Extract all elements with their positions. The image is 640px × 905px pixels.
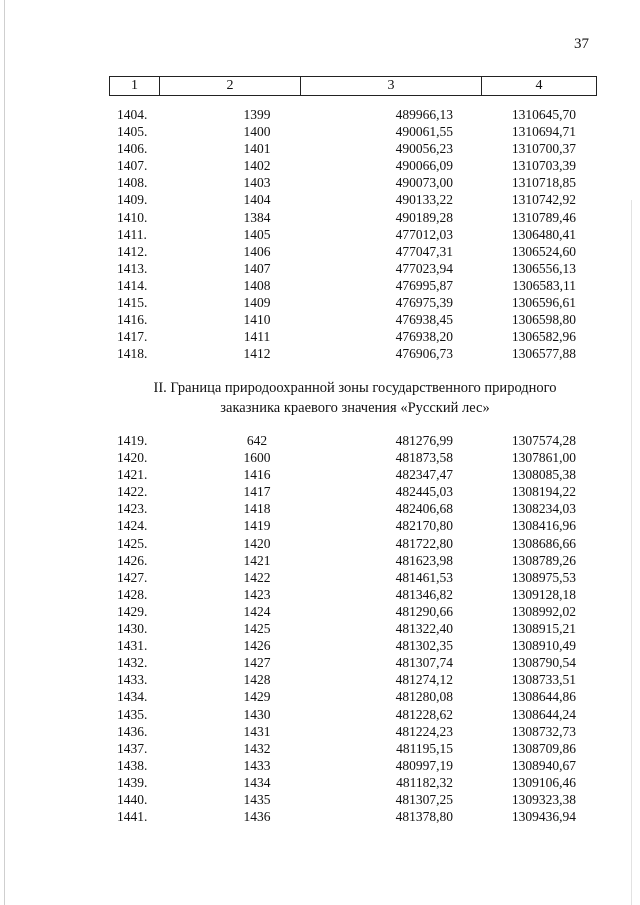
reference-number: 1407 [243, 260, 271, 276]
page-number: 37 [574, 36, 589, 52]
reference-number: 1401 [243, 141, 271, 157]
y-coordinate: 1308975,53 [511, 569, 576, 585]
y-coordinate: 1306524,60 [511, 243, 576, 259]
y-coordinate: 1310694,71 [511, 124, 576, 140]
x-coordinate: 481280,08 [395, 689, 453, 705]
reference-number: 1423 [243, 586, 271, 602]
x-coordinate: 482170,80 [395, 518, 453, 534]
point-number: 1406. [117, 141, 148, 157]
x-coordinate: 482445,03 [395, 484, 453, 500]
point-number: 1439. [117, 774, 148, 790]
section-2-heading-line-1: II. Граница природоохранной зоны государственного природного [153, 380, 557, 396]
reference-number: 1399 [243, 107, 271, 122]
point-number: 1422. [117, 484, 148, 500]
x-coordinate: 481228,62 [395, 706, 453, 722]
point-number: 1437. [117, 740, 148, 756]
x-coordinate: 481623,98 [395, 552, 453, 568]
reference-number: 1408 [243, 277, 271, 293]
point-number: 1427. [117, 569, 148, 585]
table-row [0, 757, 640, 774]
reference-number: 642 [246, 433, 268, 448]
section-2-heading-line-2: заказника краевого значения «Русский лес» [220, 400, 490, 416]
point-number: 1419. [117, 433, 148, 448]
reference-number: 1426 [243, 638, 271, 654]
point-number: 1414. [117, 277, 148, 293]
reference-number: 1420 [243, 535, 271, 551]
table-row [0, 808, 640, 825]
table-row [0, 706, 640, 723]
x-coordinate: 481307,74 [395, 655, 453, 671]
y-coordinate: 1308915,21 [511, 621, 576, 637]
y-coordinate: 1306598,80 [511, 312, 576, 328]
reference-number: 1404 [243, 192, 271, 208]
point-number: 1430. [117, 621, 148, 637]
table-row [0, 723, 640, 740]
reference-number: 1384 [243, 209, 271, 225]
reference-number: 1421 [243, 552, 271, 568]
reference-number: 1600 [243, 450, 271, 466]
y-coordinate: 1309323,38 [511, 791, 576, 807]
point-number: 1421. [117, 467, 148, 483]
point-number: 1416. [117, 312, 148, 328]
reference-number: 1417 [243, 484, 271, 500]
x-coordinate: 481276,99 [395, 433, 453, 448]
point-number: 1425. [117, 535, 148, 551]
reference-number: 1429 [243, 689, 271, 705]
reference-number: 1425 [243, 621, 271, 637]
x-coordinate: 477023,94 [395, 260, 453, 276]
x-coordinate: 481182,32 [396, 774, 453, 790]
x-coordinate: 481274,12 [395, 672, 453, 688]
reference-number: 1412 [243, 346, 271, 362]
table-row [0, 603, 640, 620]
table-row [0, 294, 640, 311]
y-coordinate: 1308686,66 [511, 535, 576, 551]
y-coordinate: 1310742,92 [511, 192, 576, 208]
column-header-1: 1 [110, 77, 160, 95]
reference-number: 1432 [243, 740, 271, 756]
table-row [0, 243, 640, 260]
reference-number: 1422 [243, 569, 271, 585]
point-number: 1435. [117, 706, 148, 722]
x-coordinate: 482347,47 [395, 467, 453, 483]
x-coordinate: 481322,40 [395, 621, 453, 637]
point-number: 1405. [117, 124, 148, 140]
table-row [0, 345, 640, 362]
x-coordinate: 489966,13 [395, 107, 453, 122]
y-coordinate: 1306582,96 [511, 329, 576, 345]
reference-number: 1403 [243, 175, 271, 191]
reference-number: 1410 [243, 312, 271, 328]
x-coordinate: 476938,45 [395, 312, 453, 328]
point-number: 1417. [117, 329, 148, 345]
y-coordinate: 1308992,02 [511, 603, 576, 619]
point-number: 1404. [117, 107, 148, 122]
table-row [0, 586, 640, 603]
table-row [0, 483, 640, 500]
point-number: 1409. [117, 192, 148, 208]
table-row [0, 535, 640, 552]
x-coordinate: 476906,73 [395, 346, 453, 362]
x-coordinate: 481302,35 [395, 638, 453, 654]
point-number: 1420. [117, 450, 148, 466]
y-coordinate: 1306556,13 [511, 260, 576, 276]
x-coordinate: 490189,28 [395, 209, 453, 225]
reference-number: 1431 [243, 723, 271, 739]
point-number: 1438. [117, 757, 148, 773]
table-row [0, 654, 640, 671]
column-header-4: 4 [535, 78, 543, 93]
table-row [0, 260, 640, 277]
reference-number: 1402 [243, 158, 271, 174]
x-coordinate: 490073,00 [395, 175, 453, 191]
reference-number: 1424 [243, 603, 271, 619]
y-coordinate: 1309436,94 [511, 809, 576, 825]
point-number: 1418. [117, 346, 148, 362]
table-row [0, 311, 640, 328]
section-1-table-body [0, 106, 640, 362]
column-header-2: 2 [160, 77, 301, 95]
x-coordinate: 490133,22 [395, 192, 453, 208]
table-row [0, 688, 640, 705]
y-coordinate: 1308789,26 [511, 552, 576, 568]
table-row [0, 432, 640, 449]
point-number: 1433. [117, 672, 148, 688]
x-coordinate: 477047,31 [395, 243, 453, 259]
x-coordinate: 481346,82 [395, 586, 453, 602]
y-coordinate: 1310645,70 [511, 107, 576, 122]
x-coordinate: 481461,53 [395, 569, 453, 585]
y-coordinate: 1308644,24 [511, 706, 576, 722]
table-row [0, 637, 640, 654]
reference-number: 1411 [243, 329, 271, 345]
reference-number: 1427 [243, 655, 271, 671]
y-coordinate: 1307574,28 [511, 433, 576, 448]
table-row [0, 774, 640, 791]
table-header [109, 76, 597, 96]
y-coordinate: 1308416,96 [511, 518, 576, 534]
point-number: 1424. [117, 518, 148, 534]
x-coordinate: 476975,39 [395, 295, 453, 311]
x-coordinate: 476995,87 [395, 277, 453, 293]
x-coordinate: 481224,23 [395, 723, 453, 739]
reference-number: 1435 [243, 791, 271, 807]
table-row [0, 174, 640, 191]
y-coordinate: 1308910,49 [511, 638, 576, 654]
point-number: 1426. [117, 552, 148, 568]
x-coordinate: 481378,80 [395, 809, 453, 825]
x-coordinate: 481290,66 [395, 603, 453, 619]
x-coordinate: 481722,80 [395, 535, 453, 551]
table-row [0, 620, 640, 637]
table-row [0, 740, 640, 757]
reference-number: 1418 [243, 501, 271, 517]
point-number: 1407. [117, 158, 148, 174]
table-row [0, 517, 640, 534]
table-row [0, 671, 640, 688]
reference-number: 1434 [243, 774, 271, 790]
y-coordinate: 1307861,00 [511, 450, 576, 466]
point-number: 1408. [117, 175, 148, 191]
table-row [0, 466, 640, 483]
table-row [0, 569, 640, 586]
table-row [0, 123, 640, 140]
y-coordinate: 1306596,61 [511, 295, 576, 311]
y-coordinate: 1309128,18 [511, 586, 576, 602]
y-coordinate: 1310789,46 [511, 209, 576, 225]
x-coordinate: 481307,25 [395, 791, 453, 807]
point-number: 1431. [117, 638, 148, 654]
point-number: 1413. [117, 260, 148, 276]
y-coordinate: 1310718,85 [511, 175, 576, 191]
y-coordinate: 1308733,51 [511, 672, 576, 688]
point-number: 1436. [117, 723, 148, 739]
x-coordinate: 490056,23 [395, 141, 453, 157]
table-row [0, 449, 640, 466]
y-coordinate: 1308234,03 [511, 501, 576, 517]
point-number: 1441. [117, 809, 148, 825]
point-number: 1411. [117, 226, 147, 242]
point-number: 1432. [117, 655, 148, 671]
x-coordinate: 477012,03 [395, 226, 453, 242]
x-coordinate: 490066,09 [395, 158, 453, 174]
table-row [0, 226, 640, 243]
x-coordinate: 476938,20 [395, 329, 453, 345]
x-coordinate: 480997,19 [395, 757, 453, 773]
reference-number: 1433 [243, 757, 271, 773]
table-row [0, 209, 640, 226]
point-number: 1440. [117, 791, 148, 807]
y-coordinate: 1308790,54 [511, 655, 576, 671]
table-row [0, 157, 640, 174]
y-coordinate: 1310700,37 [511, 141, 576, 157]
x-coordinate: 481873,58 [395, 450, 453, 466]
y-coordinate: 1306480,41 [511, 226, 576, 242]
reference-number: 1409 [243, 295, 271, 311]
reference-number: 1430 [243, 706, 271, 722]
reference-number: 1428 [243, 672, 271, 688]
point-number: 1428. [117, 586, 148, 602]
reference-number: 1405 [243, 226, 271, 242]
reference-number: 1406 [243, 243, 271, 259]
table-row [0, 277, 640, 294]
point-number: 1415. [117, 295, 148, 311]
reference-number: 1436 [243, 809, 271, 825]
y-coordinate: 1310703,39 [511, 158, 576, 174]
section-2-heading [120, 378, 590, 418]
table-row [0, 500, 640, 517]
x-coordinate: 490061,55 [395, 124, 453, 140]
table-row [0, 328, 640, 345]
table-row [0, 552, 640, 569]
table-row [0, 140, 640, 157]
reference-number: 1419 [243, 518, 271, 534]
y-coordinate: 1309106,46 [511, 774, 576, 790]
point-number: 1429. [117, 603, 148, 619]
y-coordinate: 1308940,67 [511, 757, 576, 773]
reference-number: 1400 [243, 124, 271, 140]
table-row [0, 106, 640, 123]
y-coordinate: 1308732,73 [511, 723, 576, 739]
y-coordinate: 1308709,86 [511, 740, 576, 756]
table-row [0, 791, 640, 808]
y-coordinate: 1308644,86 [511, 689, 576, 705]
y-coordinate: 1308194,22 [511, 484, 576, 500]
column-header-3: 3 [301, 77, 482, 95]
point-number: 1434. [117, 689, 148, 705]
point-number: 1412. [117, 243, 148, 259]
y-coordinate: 1308085,38 [511, 467, 576, 483]
table-row [0, 191, 640, 208]
y-coordinate: 1306577,88 [511, 346, 576, 362]
x-coordinate: 482406,68 [395, 501, 453, 517]
point-number: 1410. [117, 209, 148, 225]
reference-number: 1416 [243, 467, 271, 483]
x-coordinate: 481195,15 [396, 740, 453, 756]
point-number: 1423. [117, 501, 148, 517]
section-2-table-body [0, 432, 640, 825]
y-coordinate: 1306583,11 [512, 277, 576, 293]
